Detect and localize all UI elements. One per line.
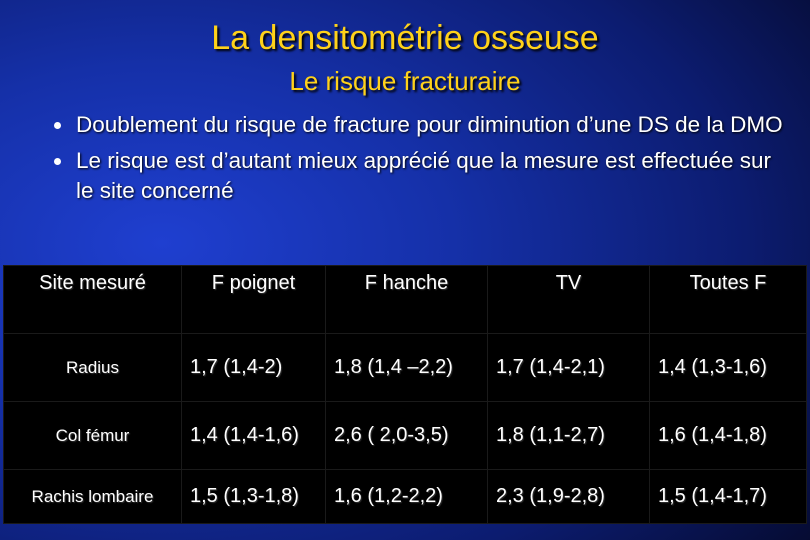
table-row [4,402,807,470]
table-row [4,470,807,524]
bullet-item [52,110,792,140]
table-cell: 1,7 (1,4-2,1) [488,334,650,402]
row-site: Radius [4,334,182,402]
fracture-risk-table [3,265,807,524]
slide-subtitle: Le risque fracturaire [289,66,521,96]
table-cell: 1,4 (1,3-1,6) [650,334,807,402]
table-cell: 1,5 (1,3-1,8) [182,470,326,524]
bullet-text: Le risque est d’autant mieux apprécié que la mesure est effectuée sur le site concerné [76,148,771,203]
table-cell: 1,6 (1,2-2,2) [326,470,488,524]
header-vertebral-fracture: TV [488,266,650,334]
table-cell: 1,8 (1,1-2,7) [488,402,650,470]
table-cell: 2,3 (1,9-2,8) [488,470,650,524]
table-row [4,334,807,402]
slide-title: La densitométrie osseuse [211,19,599,57]
table-cell: 1,4 (1,4-1,6) [182,402,326,470]
table-cell: 1,8 (1,4 –2,2) [326,334,488,402]
header-hip-fracture: F hanche [326,266,488,334]
table-cell: 1,6 (1,4-1,8) [650,402,807,470]
bullet-text: Doublement du risque de fracture pour diminution d’une DS de la DMO [76,112,783,137]
bullet-dot-icon [54,122,61,129]
table-header-row [4,266,807,334]
table-cell: 1,7 (1,4-2) [182,334,326,402]
header-all-fractures: Toutes F [650,266,807,334]
bullet-list [52,110,792,212]
row-site: Col fémur [4,402,182,470]
row-site: Rachis lombaire [4,470,182,524]
table-cell: 1,5 (1,4-1,7) [650,470,807,524]
header-wrist-fracture: F poignet [182,266,326,334]
table-cell: 2,6 ( 2,0-3,5) [326,402,488,470]
header-site: Site mesuré [4,266,182,334]
bullet-dot-icon [54,158,61,165]
bullet-item [52,146,792,206]
